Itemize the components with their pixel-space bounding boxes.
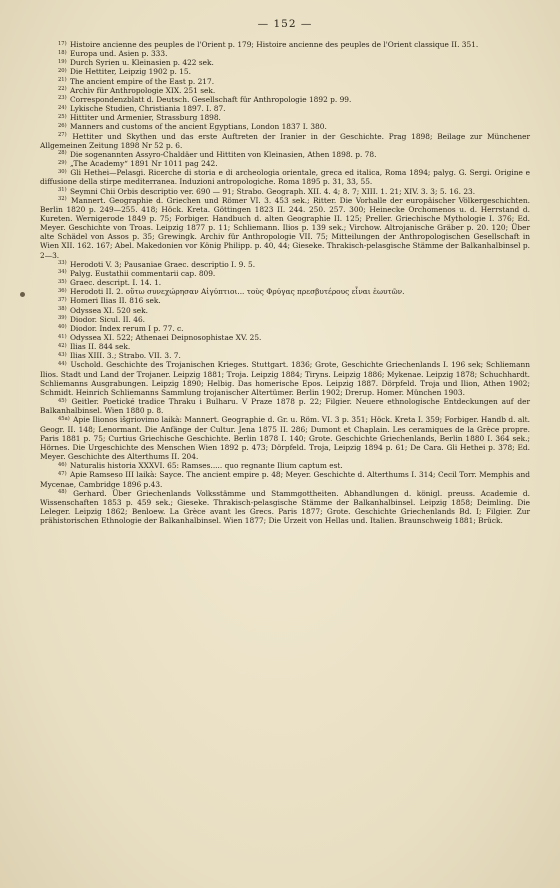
footnote-text: Herodoti V. 3; Pausaniae Graec. descriptio I. 9. 5. [69, 259, 256, 269]
footnote-number: 37) [58, 296, 67, 303]
footnote-text: Europa und. Asien p. 333. [69, 49, 168, 59]
footnote-text: Die Hettiter, Leipzig 1902 p. 15. [69, 67, 191, 77]
footnote [40, 415, 530, 461]
footnote-text: Ilias XIII. 3.; Strabo. VII. 3. 7. [69, 351, 181, 361]
footnote-text: Die sogenannten Assyro-Chaldäer und Hittiten von Kleinasien, Athen 1898. p. 78. [69, 149, 377, 159]
footnote-text: Apie Ramseso III laikà: Sayce. The ancient empire p. 48; Meyer. Geschichte d. Alterthums I. 314; Cecil Torr. Memphis and Mycenae, Cambridge 1896 p.43. [40, 470, 530, 489]
page-number: — 152 — [257, 18, 313, 30]
footnotes-list [40, 40, 530, 525]
footnote-text: Manners and customs of the ancient Egyptians, London 1837 I. 380. [69, 122, 327, 132]
footnote [40, 489, 530, 526]
footnote-number: 30) [58, 168, 67, 175]
footnote [40, 150, 530, 159]
footnote-number: 45a) [58, 415, 70, 422]
footnote-number: 17) [58, 40, 67, 47]
footnote [40, 470, 530, 488]
footnote [40, 95, 530, 104]
footnote [40, 122, 530, 131]
footnote-number: 27) [58, 132, 67, 139]
footnote-number: 46) [58, 461, 67, 468]
footnote-number: 35) [58, 278, 67, 285]
footnote [40, 342, 530, 351]
footnote-number: 26) [58, 122, 67, 129]
footnote [40, 260, 530, 269]
footnote-text: Correspondenzblatt d. Deutsch. Gesellschaft für Anthropologie 1892 p. 99. [69, 94, 352, 104]
footnote-text: Mannert. Geographie d. Griechen und Römer VI. 3. 453 sek.; Ritter. Die Vorhalle der europäischer Völkergeschichten. Berlin 1820 p. 249—255. 418; Höck. Kreta. Göttingen 1823 II. 244. 250. 257. 300; Heinecke Orchomenos u. d. Herrstand d. Kureten. Wernigerode 1849 p. 75; Forbiger. Handbuch d. alten Geographie II. 125; Preller. Griechische Mythologie I. 376; Ed. Meyer. Geschichte von Troas. Leipzig 1877 p. 11; Schliemann. Ilios p. 139 sek.; Virchow. Altrojanische Gräber p. 20. 120; Über alte Schädel von Assos p. 35; Grewingk. Archiv für Anthropologie VII. 75; Mitteilungen der Anthropologischen Gesellschaft in Wien XII. 162. 167; Abel. Makedonien vor König Philipp. p. 40, 44; Gieseke. Thrakisch-pelasgische Stämme der Balkanhalbinsel p. 2—3. [40, 195, 530, 260]
footnote-text: Geitler. Poetické tradice Thraku i Bulharu. V Praze 1878 p. 22; Filgier. Neuere ethnologische Entdeckungen auf der Balkanhalbinsel. Wien 1880 p. 8. [40, 397, 530, 416]
footnote [40, 278, 530, 287]
footnote [40, 461, 530, 470]
footnote-number: 19) [58, 58, 67, 65]
footnote [40, 333, 530, 342]
footnote-number: 18) [58, 49, 67, 56]
footnote-text: Palyg. Eustathii commentarii cap. 809. [69, 268, 216, 278]
footnote-number: 41) [58, 333, 67, 340]
footnote-text: Apie Ilionos išgriovimo laikà: Mannert. Geographie d. Gr. u. Röm. VI. 3 p. 351; Höck. Kreta I. 359; Forbiger. Handb d. alt. Geogr. II. 148; Lenormant. Die Anfänge der Cultur. Jena 1875 II. 286; Dumont et Chaplain. Les ceramiques de la Grèce propre. Paris 1881 p. 75; Curtius Griechische Geschichte. Berlin 1878 I. 140; Grote. Geschichte Griechenlands, Berlin 1880 I. 364 sek.; Hörnes. Die Urgeschichte des Menschen Wien 1892 p. 473; Dörpfeld. Troja, Leipzig 1894 p. 61; De Cara. Gli Hethei p. 378; Ed. Meyer. Geschichte des Alterthums II. 204. [40, 415, 530, 462]
footnote-number: 33) [58, 260, 67, 267]
footnote-number: 47) [58, 470, 67, 477]
footnote-text: Naturalis historia XXXVI. 65: Ramses..... quo regnante Ilium captum est. [69, 461, 343, 471]
footnote-number: 31) [58, 187, 67, 193]
footnote [40, 397, 530, 415]
footnote-number: 22) [58, 86, 67, 93]
footnote [40, 324, 530, 333]
footnote [40, 306, 530, 315]
footnote-text: The ancient empire of the East p. 217. [69, 76, 215, 86]
footnote-number: 36) [58, 287, 67, 294]
footnote [40, 132, 530, 150]
footnote [40, 67, 530, 76]
footnote [40, 40, 530, 49]
footnote-text: Archiv für Anthropologie XIX. 251 sek. [69, 85, 216, 95]
footnote [40, 315, 530, 324]
footnote [40, 159, 530, 168]
footnote-text: Gerhard. Über Griechenlands Volksstämme und Stammgottheiten. Abhandlungen d. königl. preuss. Academie d. Wissenschaften 1853 p. 459 sek.; Gieseke. Thrakisch-pelasgische Stämme der Balkanhalbinsel. Leipzig 1858; Deimling. Die Leleger. Leipzig 1862; Benloew. La Grèce avant les Grecs. Paris 1877; Grote. Geschichte Griechenlands Bd. I; Filgier. Zur prähistorischen Ethnologie der Balkanhalbinsel. Wien 1877; Die Urzeit von Hellas und. Italien. Braunschweig 1881; Brück. [40, 488, 530, 526]
footnote-text: Hittiter und Armenier, Strassburg 1898. [69, 113, 221, 123]
footnote-number: 24) [58, 104, 67, 111]
footnote-text: Homeri Ilias II. 816 sek. [69, 296, 161, 306]
footnote-number: 32) [58, 196, 67, 203]
footnote-text: „The Academy“ 1891 Nr 1011 pag 242. [69, 159, 218, 169]
footnote [40, 296, 530, 305]
footnote-number: 38) [58, 306, 67, 313]
footnote-number: 44) [58, 360, 67, 367]
footnote-number: 48) [58, 489, 67, 496]
footnote-text: Diodor. Index rerum I p. 77. c. [69, 323, 184, 333]
footnote-text: Durch Syrien u. Kleinasien p. 422 sek. [69, 58, 214, 68]
footnote-number: 40) [58, 324, 67, 331]
footnote [40, 187, 530, 196]
footnote-number: 45) [58, 397, 67, 404]
footnote [40, 196, 530, 260]
footnote-number: 20) [58, 67, 67, 74]
footnote-text: Graec. descript. I. 14. 1. [69, 278, 162, 288]
footnote-text: Diodor. Sicul. II. 46. [69, 314, 146, 324]
footnote-number: 34) [58, 269, 67, 276]
footnote-number: 21) [58, 77, 67, 84]
footnote-text: Herodoti II. 2. οὕτω συνεχώρησαν Αἰγύπτιοι... τοὺς Φρύγας πρεσβυτέρους εἶναι ἑωυτῶν. [69, 287, 405, 297]
footnote-text: Uschold. Geschichte des Trojanischen Krieges. Stuttgart. 1836; Grote, Geschichte Griechenlands I. 196 sek; Schliemann Ilios. Stadt und Land der Trojaner. Leipzig 1881; Troja. Leipzig 1884; Tiryns. Leipzig 1886; Mykenae. Leipzig 1878; Schuchhardt. Schliemanns Ausgrabungen. Leipzig 1890; Helbig. Das homerische Epos. Leipzig 1887. Dörpfeld. Troja und Ilion, Athen 1902; Schmidt. Heinrich Schliemanns Sammlung trojanischer Altertümer. Berlin 1902; Drerup. Homer. München 1903. [40, 360, 530, 397]
footnote-text: Hettiter und Skythen und das erste Auftreten der Iranier in der Geschichte. Prag 1898; Beilage zur Münchener Allgemeinen Zeitung 1898 Nr 52 p. 6. [40, 131, 530, 150]
footnote-number: 28) [58, 150, 67, 157]
footnote-number: 43) [58, 351, 67, 358]
footnote [40, 86, 530, 95]
footnote-text: Lykische Studien, Christiania 1897. I. 87. [69, 104, 226, 114]
footnote [40, 104, 530, 113]
footnote [40, 360, 530, 397]
footnote-text: Odyssea XI. 522; Athenaei Deipnosophistae XV. 25. [69, 333, 262, 342]
footnote [40, 287, 530, 296]
footnote-text: Gli Hethei—Pelasgi. Ricerche di storia e di archeologia orientale, greca ed italica, Roma 1894; palyg. G. Sergi. Origine e diffusione della stirpe mediterranea. Induzioni antropologiche. Roma 1895 p. 31, 33, 55. [40, 168, 530, 187]
footnote [40, 168, 530, 186]
footnote-text: Seymni Chii Orbis descriptio ver. 690 — 91; Strabo. Geograph. XII. 4. 4; 8. 7; XIII. 1. 21; XIV. 3. 3; 5. 16. 23. [69, 186, 476, 196]
footnote-number: 23) [58, 95, 67, 102]
footnote-text: Ilias II. 844 sek. [69, 342, 131, 352]
footnote [40, 269, 530, 278]
page-blemish [20, 292, 25, 297]
footnote-number: 42) [58, 342, 67, 349]
footnote-text: Odyssea XI. 520 sek. [69, 305, 148, 315]
footnote-number: 39) [58, 315, 67, 322]
footnote-text: Histoire ancienne des peuples de l'Orient p. 179; Histoire ancienne des peuples de l'Orient classique II. 351. [69, 40, 479, 49]
footnote-number: 25) [58, 113, 67, 120]
footnote-number: 29) [58, 159, 67, 166]
footnote [40, 77, 530, 86]
footnote [40, 49, 530, 58]
